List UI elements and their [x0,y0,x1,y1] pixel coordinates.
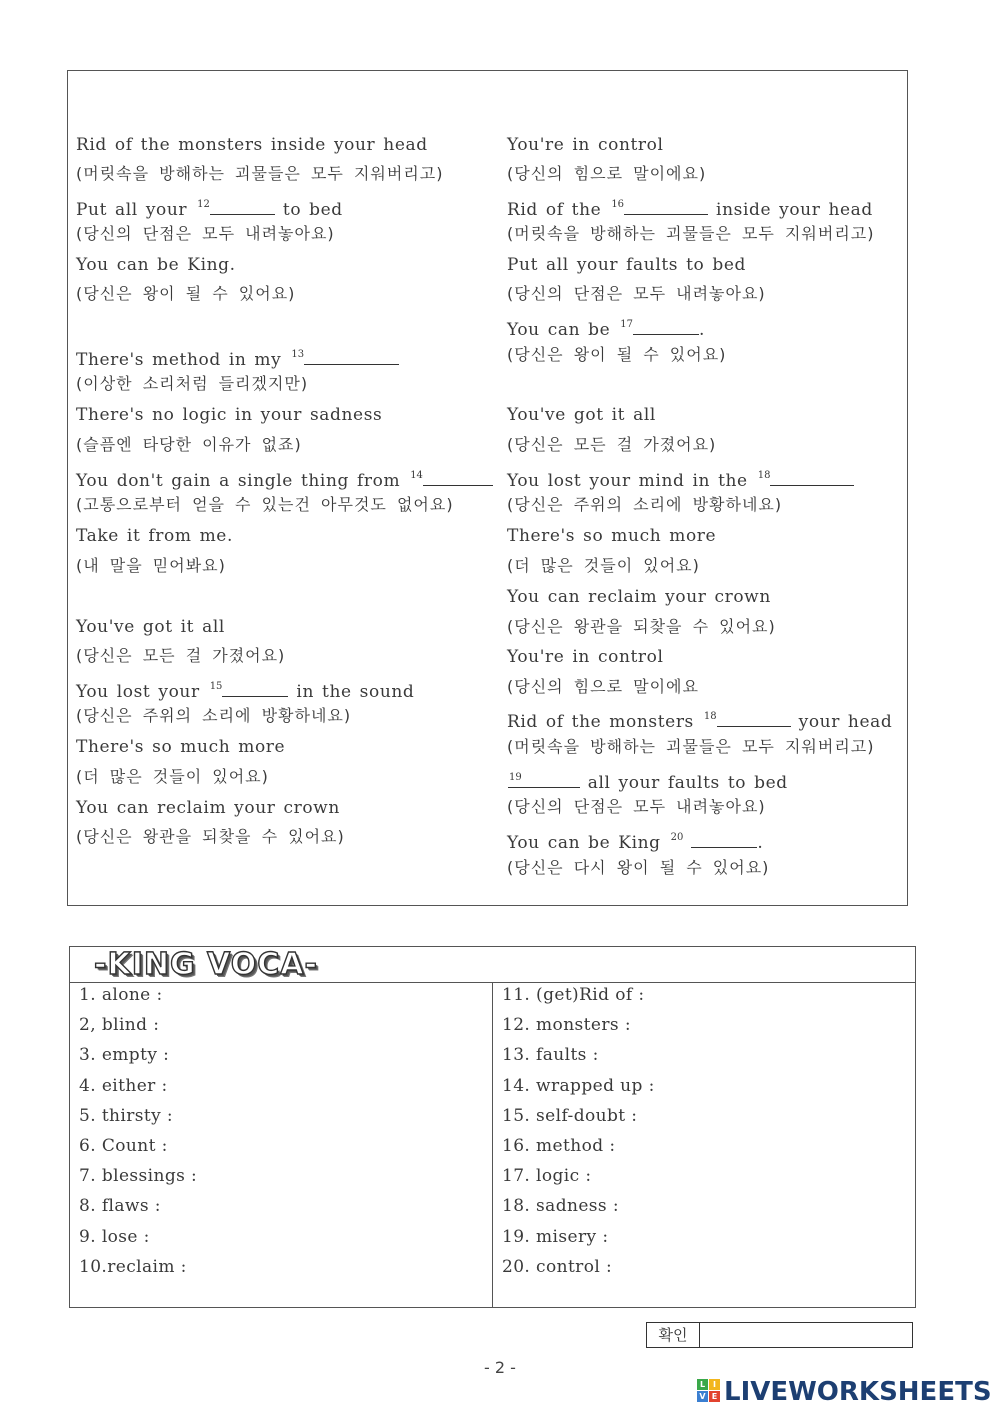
lyric-text: (당신의 단점은 모두 내려놓아요) [507,797,766,816]
lyric-text: (당신은 왕관을 되찾을 수 있어요) [76,827,345,846]
lyric-line [76,737,285,757]
blank-number: 18 [757,470,771,481]
lyric-text [683,833,691,853]
voca-title: -KING VOCA- [94,947,318,982]
lyric-line [507,195,873,220]
voca-item: 20. control : [502,1256,613,1277]
lyric-text: You can reclaim your crown [507,587,771,607]
fill-in-blank[interactable] [423,471,493,486]
lyric-text: There's so much more [76,737,286,757]
blank-number: 15 [209,681,223,692]
blank-number: 17 [620,319,634,330]
voca-item: 11. (get)Rid of : [502,985,645,1005]
lyric-text: There's no logic in your sadness [76,405,383,425]
lyric-text: There's so much more [507,526,717,546]
lyric-text: (당신의 힘으로 말이에요) [507,164,707,183]
live-squares-icon [697,1379,721,1403]
korean-translation-line [76,284,295,304]
blank-number: 18 [703,711,717,722]
lyric-text: Put all your [76,200,196,220]
confirm-input-field[interactable] [700,1323,912,1347]
korean-translation-line [507,224,875,244]
fill-in-blank[interactable] [624,200,708,215]
logo-square: E [709,1391,720,1402]
lyric-text: (당신은 왕관을 되찾을 수 있어요) [507,617,776,636]
lyric-line [507,768,788,793]
lyric-line [76,526,233,546]
lyric-line [507,828,763,853]
lyric-line [76,466,493,491]
korean-translation-line [507,556,700,576]
korean-translation-line [76,435,302,455]
lyrics-box [67,70,908,906]
voca-item: 15. self-doubt : [502,1105,638,1126]
korean-translation-line [76,646,285,666]
lyric-text: (머릿속을 방해하는 괴물들은 모두 지워버리고) [507,737,875,756]
lyric-text: (내 말을 믿어봐요) [76,556,226,575]
confirm-box [646,1322,913,1348]
lyric-text: Rid of the monsters [507,712,702,732]
king-voca-box [69,946,916,1308]
lyric-text: (머릿속을 방해하는 괴물들은 모두 지워버리고) [507,224,875,243]
lyric-text: You can be King [507,833,669,853]
lyric-text: (당신의 힘으로 말이에요 [507,677,699,696]
lyric-text: You can reclaim your crown [76,798,340,818]
lyric-text: Rid of the [507,200,610,220]
fill-in-blank[interactable] [691,833,757,848]
korean-translation-line [507,737,875,757]
korean-translation-line [507,617,776,637]
lyric-text: . [699,320,706,340]
lyric-text: in the sound [288,682,415,702]
lyric-text: (당신의 단점은 모두 내려놓아요) [76,224,335,243]
blank-number: 19 [509,772,522,783]
voca-item: 14. wrapped up : [502,1075,655,1096]
lyric-text: . [757,833,764,853]
korean-translation-line [507,858,769,878]
voca-item: 9. lose : [79,1226,150,1247]
korean-translation-line [76,767,269,787]
logo-text: LIVEWORKSHEETS [724,1377,992,1407]
fill-in-blank[interactable] [222,682,288,697]
voca-item: 12. monsters : [502,1015,631,1036]
lyric-text: You've got it all [76,617,225,637]
lyric-text: inside your head [708,200,873,220]
blank-number: 13 [291,349,305,360]
lyric-text: to bed [274,200,343,220]
voca-item: 4. either : [79,1075,168,1096]
korean-translation-line [76,556,226,576]
lyric-text: (슬픔엔 타당한 이유가 없죠) [76,435,302,454]
voca-item: 1. alone : [79,985,163,1005]
lyric-text: Put all your faults to bed [507,255,747,275]
confirm-label: 확인 [647,1323,700,1347]
lyric-line [507,647,664,667]
korean-translation-line [76,224,335,244]
fill-in-blank[interactable] [508,773,580,788]
korean-translation-line [507,797,766,817]
lyric-line [507,405,656,425]
blank-number: 20 [670,832,684,843]
lyric-text: You lost your mind in the [507,471,756,491]
lyric-text: (머릿속을 방해하는 괴물들은 모두 지워버리고) [76,164,444,183]
lyric-text: You're in control [507,647,664,667]
lyric-line [76,345,399,370]
voca-item: 6. Count : [79,1136,168,1156]
lyric-text: (당신은 모든 걸 가졌어요) [76,646,286,665]
voca-item: 3. empty : [79,1045,170,1066]
lyric-text: (이상한 소리처럼 들리겠지만) [76,374,309,393]
voca-item: 7. blessings : [79,1166,198,1187]
lyric-line [507,526,716,546]
fill-in-blank[interactable] [717,712,791,727]
voca-column-divider [492,983,493,1307]
fill-in-blank[interactable] [770,471,854,486]
lyric-text: You're in control [507,135,664,155]
lyric-text: Rid of the monsters inside your head [76,135,428,155]
korean-translation-line [507,677,699,697]
korean-translation-line [76,827,345,847]
korean-translation-line [76,495,454,515]
lyric-line [76,255,236,275]
voca-item: 5. thirsty : [79,1105,174,1126]
lyric-line [507,255,746,275]
voca-item: 10.reclaim : [79,1256,187,1277]
korean-translation-line [507,345,726,365]
lyric-text: (당신은 주위의 소리에 방황하네요) [76,706,352,725]
lyric-text: You can be King. [76,255,236,275]
voca-item: 16. method : [502,1136,616,1156]
korean-translation-line [507,284,766,304]
korean-translation-line [76,164,444,184]
voca-item: 8. flaws : [79,1196,161,1217]
logo-square: L [697,1379,708,1390]
lyric-text: all your faults to bed [579,773,788,793]
blank-number: 14 [410,470,423,481]
lyric-line [76,195,343,220]
korean-translation-line [507,495,782,515]
korean-translation-line [507,164,706,184]
lyric-text: Take it from me. [76,526,233,546]
voca-header [70,947,915,983]
voca-item: 18. sadness : [502,1196,619,1217]
voca-item: 19. misery : [502,1226,609,1247]
lyric-text: You lost your [76,682,208,702]
lyric-text: You've got it all [507,405,656,425]
korean-translation-line [76,374,308,394]
fill-in-blank[interactable] [210,200,275,215]
blank-number: 12 [197,199,210,210]
lyric-line [76,135,428,155]
voca-item: 2, blind : [79,1015,160,1036]
page-number: - 2 - [484,1358,516,1377]
lyric-text: You don't gain a single thing from [76,471,409,491]
lyric-line [507,587,771,607]
korean-translation-line [76,706,351,726]
lyric-line [507,707,892,732]
fill-in-blank[interactable] [633,320,699,335]
lyric-text: There's method in my [76,350,290,370]
lyric-text: your head [790,712,893,732]
lyric-line [76,617,225,637]
fill-in-blank[interactable] [304,350,399,365]
lyric-text: (고통으로부터 얻을 수 있는건 아무것도 없어요) [76,495,454,514]
blank-number: 16 [611,199,625,210]
lyric-line [507,466,854,491]
lyric-text: (더 많은 것들이 있어요) [507,556,700,575]
lyric-line [507,315,705,340]
voca-item: 13. faults : [502,1045,599,1066]
lyric-line [76,405,382,425]
lyric-text: (당신은 왕이 될 수 있어요) [76,284,296,303]
lyric-line [507,135,664,155]
lyric-line [76,677,414,702]
lyric-line [76,798,340,818]
logo-square: I [709,1379,720,1390]
lyric-text: (당신은 주위의 소리에 방황하네요) [507,495,783,514]
voca-item: 17. logic : [502,1166,592,1187]
lyric-text: (당신은 다시 왕이 될 수 있어요) [507,858,770,877]
lyric-text: (당신은 왕이 될 수 있어요) [507,345,727,364]
lyric-text: (당신은 모든 걸 가졌어요) [507,435,717,454]
lyric-text: (당신의 단점은 모두 내려놓아요) [507,284,766,303]
lyric-text: You can be [507,320,619,340]
lyric-text: (더 많은 것들이 있어요) [76,767,269,786]
logo-square: V [697,1391,708,1402]
korean-translation-line [507,435,716,455]
